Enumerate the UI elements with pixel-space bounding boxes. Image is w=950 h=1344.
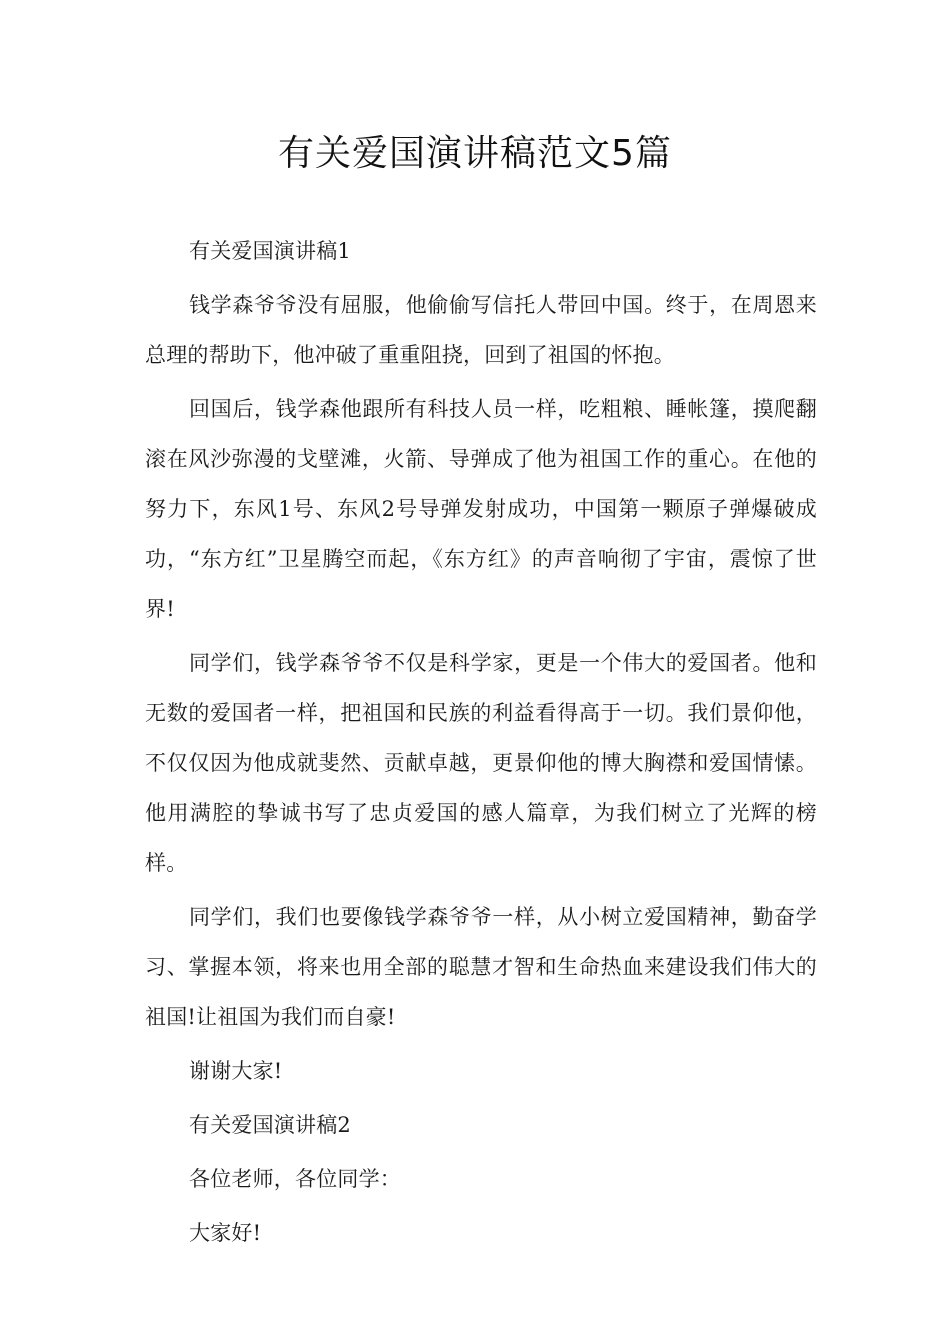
hello-line: 大家好! [189,1221,262,1245]
section-heading-2: 有关爱国演讲稿2 [189,1113,351,1137]
paragraph-4: 同学们，我们也要像钱学森爷爷一样，从小树立爱国精神，勤奋学习、掌握本领，将来也用全部的聪慧才智和生命热血来建设我们伟大的祖国!让祖国为我们而自豪! [145,905,817,1029]
paragraph-3: 同学们，钱学森爷爷不仅是科学家，更是一个伟大的爱国者。他和无数的爱国者一样，把祖国和民族的利益看得高于一切。我们景仰他，不仅仅因为他成就斐然、贡献卓越，更景仰他的博大胸襟和爱国情愫。他用满腔的挚诚书写了忠贞爱国的感人篇章，为我们树立了光辉的榜样。 [145,651,817,875]
document-body [145,226,817,1262]
paragraph-2: 回国后，钱学森他跟所有科技人员一样，吃粗粮、睡帐篷，摸爬翻滚在风沙弥漫的戈壁滩，火箭、导弹成了他为祖国工作的重心。在他的努力下，东风1号、东风2号导弹发射成功，中国第一颗原子弹爆破成功，“东方红”卫星腾空而起，《东方红》的声音响彻了宇宙，震惊了世界! [145,397,817,621]
section-heading-1: 有关爱国演讲稿1 [189,239,351,263]
document-title: 有关爱国演讲稿范文5篇 [278,133,672,174]
paragraph-1: 钱学森爷爷没有屈服，他偷偷写信托人带回中国。终于，在周恩来总理的帮助下，他冲破了重重阻挠，回到了祖国的怀抱。 [145,293,817,367]
closing-thanks: 谢谢大家! [189,1059,283,1083]
greeting-line: 各位老师，各位同学： [189,1167,401,1191]
